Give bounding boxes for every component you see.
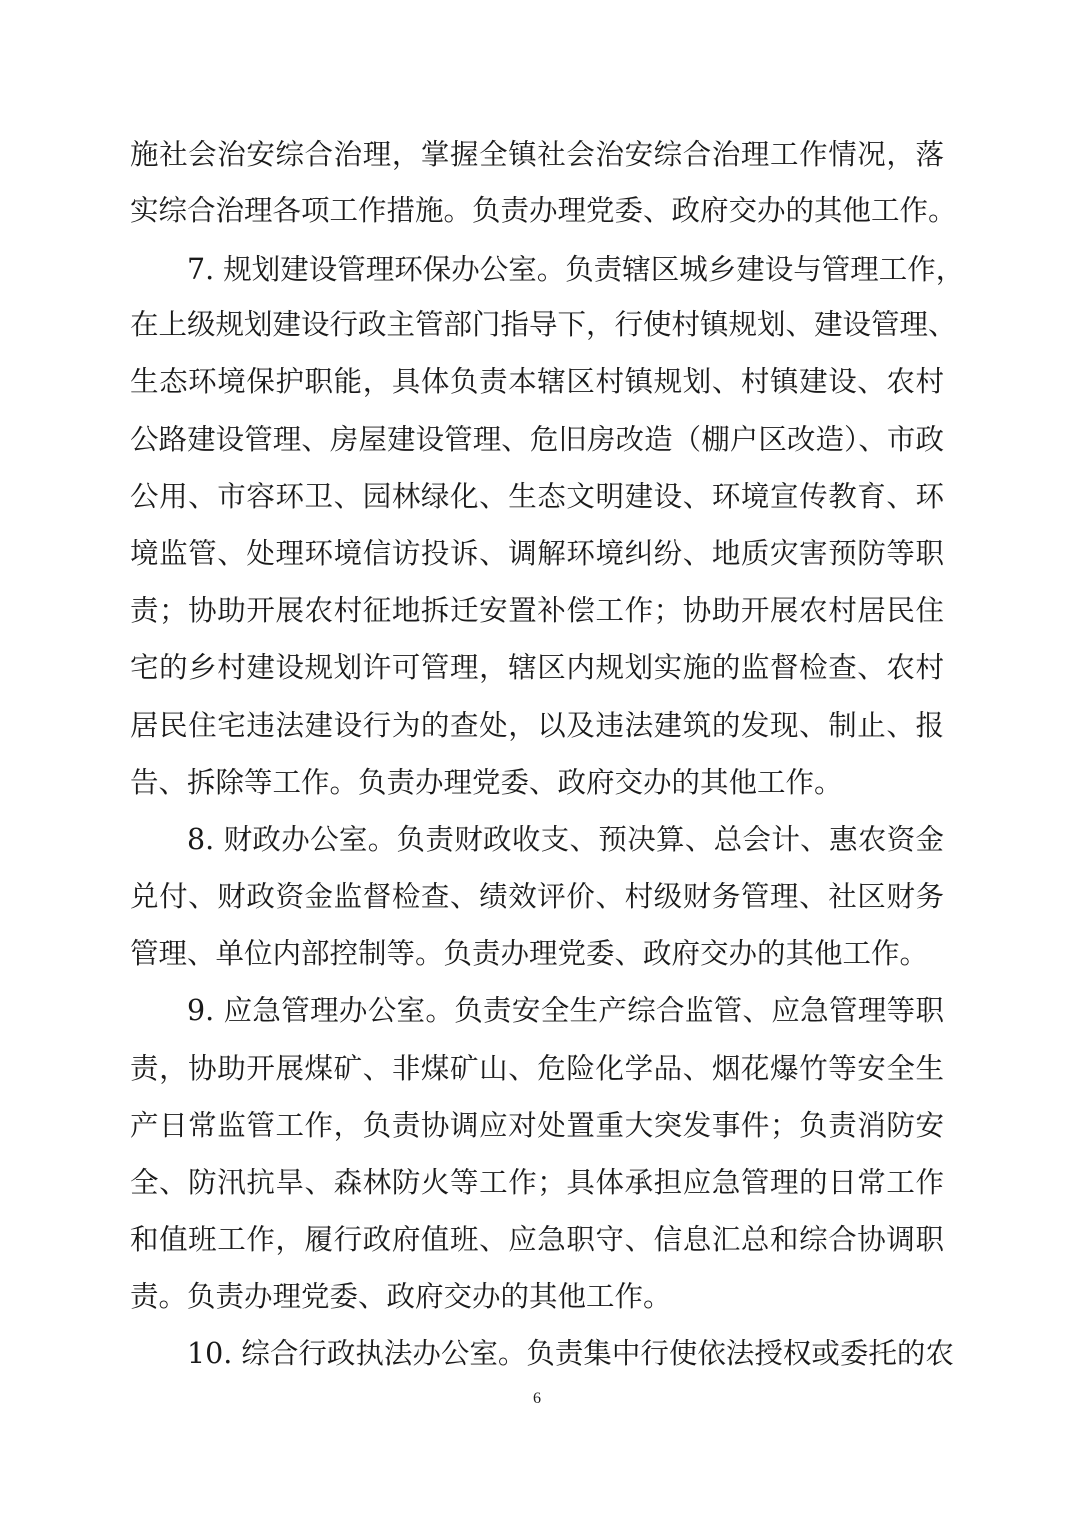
section-heading-8: 8. 财政办公室。负责财政收支、预决算、总会计、惠农资金 bbox=[187, 823, 944, 856]
text-line: 兑付、财政资金监督检查、绩效评价、村级财务管理、社区财务 bbox=[130, 880, 944, 913]
text-line: 责；协助开展农村征地拆迁安置补偿工作；协助开展农村居民住 bbox=[130, 594, 944, 627]
text-line: 居民住宅违法建设行为的查处，以及违法建筑的发现、制止、报 bbox=[130, 709, 944, 742]
section-heading-7: 7. 规划建设管理环保办公室。负责辖区城乡建设与管理工作， bbox=[187, 253, 965, 286]
text-line: 全、防汛抗旱、森林防火等工作；具体承担应急管理的日常工作 bbox=[130, 1166, 944, 1199]
text-line: 实综合治理各项工作措施。负责办理党委、政府交办的其他工作。 bbox=[130, 194, 957, 227]
text-line: 生态环境保护职能，具体负责本辖区村镇规划、村镇建设、农村 bbox=[130, 365, 944, 398]
text-line: 在上级规划建设行政主管部门指导下，行使村镇规划、建设管理、 bbox=[130, 308, 957, 341]
text-line: 和值班工作，履行政府值班、应急职守、信息汇总和综合协调职 bbox=[130, 1223, 944, 1256]
text-line: 境监管、处理环境信访投诉、调解环境纠纷、地质灾害预防等职 bbox=[130, 537, 944, 570]
text-line: 产日常监管工作，负责协调应对处置重大突发事件；负责消防安 bbox=[130, 1109, 944, 1142]
text-line: 公用、市容环卫、园林绿化、生态文明建设、环境宣传教育、环 bbox=[130, 480, 944, 513]
text-line: 宅的乡村建设规划许可管理，辖区内规划实施的监督检查、农村 bbox=[130, 651, 944, 684]
text-line: 告、拆除等工作。负责办理党委、政府交办的其他工作。 bbox=[130, 766, 843, 799]
section-heading-9: 9. 应急管理办公室。负责安全生产综合监管、应急管理等职 bbox=[187, 994, 944, 1027]
text-line: 施社会治安综合治理，掌握全镇社会治安综合治理工作情况，落 bbox=[130, 138, 944, 171]
section-heading-10: 10. 综合行政执法办公室。负责集中行使依法授权或委托的农 bbox=[187, 1337, 954, 1370]
text-line: 管理、单位内部控制等。负责办理党委、政府交办的其他工作。 bbox=[130, 937, 929, 970]
page-number: 6 bbox=[533, 1390, 541, 1407]
text-line: 责，协助开展煤矿、非煤矿山、危险化学品、烟花爆竹等安全生 bbox=[130, 1052, 944, 1085]
text-line: 公路建设管理、房屋建设管理、危旧房改造（棚户区改造）、市政 bbox=[130, 423, 944, 456]
text-line: 责。负责办理党委、政府交办的其他工作。 bbox=[130, 1280, 672, 1313]
